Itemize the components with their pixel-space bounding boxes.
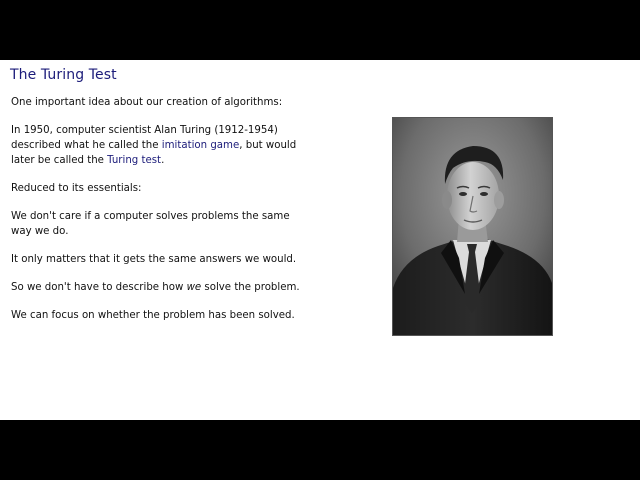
paragraph-history <box>11 123 311 168</box>
slide-body <box>11 95 311 336</box>
we-emphasis: we <box>186 282 202 293</box>
paragraph-dont-care: We don't care if a computer solves problems the same way we do. <box>11 211 290 237</box>
slide <box>0 60 640 420</box>
letterbox-top <box>0 0 640 60</box>
history-text-1: In 1950, computer scientist Alan Turing (1912-1954) described what he called the <box>11 125 278 151</box>
portrait-photo-icon <box>392 117 553 336</box>
letterbox-bottom <box>0 420 640 480</box>
history-text-2: , but would later be called the <box>11 140 297 166</box>
paragraph-how <box>11 280 311 295</box>
paragraph-same-answers: It only matters that it gets the same answers we would. <box>11 254 297 265</box>
how-text-2: solve the problem. <box>201 282 300 293</box>
paragraph-essentials: Reduced to its essentials: <box>11 183 142 194</box>
imitation-game-term: imitation game <box>161 140 240 151</box>
paragraph-intro: One important idea about our creation of algorithms: <box>11 97 283 108</box>
history-text-3: . <box>161 155 165 166</box>
paragraph-focus: We can focus on whether the problem has been solved. <box>11 310 295 321</box>
how-text-1: So we don't have to describe how <box>11 282 187 293</box>
slide-title: The Turing Test <box>10 67 117 83</box>
turing-test-term: Turing test <box>107 155 162 166</box>
